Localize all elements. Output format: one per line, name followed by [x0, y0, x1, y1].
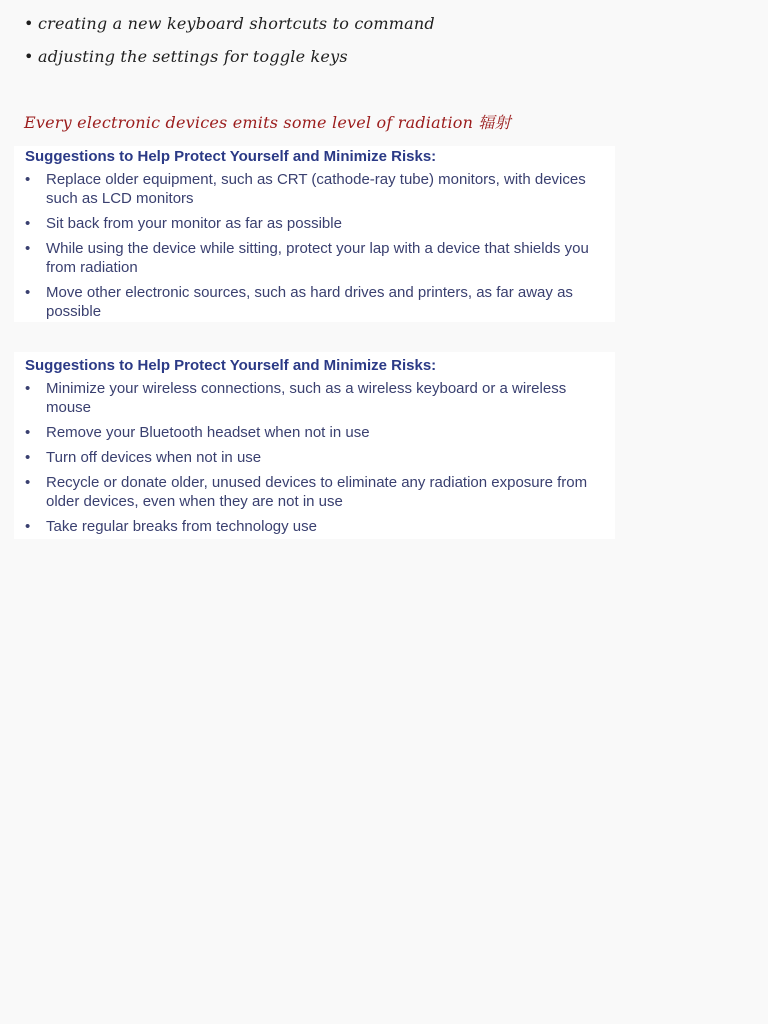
handwritten-text: creating a new keyboard shortcuts to command [38, 14, 435, 33]
bullet: • [25, 380, 31, 397]
list-item [25, 517, 615, 536]
bullet: • [25, 215, 31, 232]
bullet: • [24, 14, 34, 33]
suggestions-list [25, 379, 615, 536]
list-item-text: Take regular breaks from technology use [46, 518, 317, 535]
list-item-text: Remove your Bluetooth headset when not in use [46, 424, 370, 441]
bullet: • [25, 449, 31, 466]
suggestions-panel-1 [14, 146, 615, 322]
handwritten-list-item [24, 16, 435, 32]
list-item [25, 283, 615, 321]
panel-title: Suggestions to Help Protect Yourself and Minimize Risks: [25, 357, 437, 374]
bullet: • [25, 474, 31, 491]
list-item-text: Turn off devices when not in use [46, 449, 262, 466]
list-item [25, 239, 615, 277]
list-item [25, 379, 615, 417]
handwritten-text: adjusting the settings for toggle keys [38, 47, 348, 66]
list-item-text: Minimize your wireless connections, such as a wireless keyboard or a wireless mouse [46, 380, 567, 416]
list-item-text: While using the device while sitting, protect your lap with a device that shields you from radiation [46, 240, 589, 276]
suggestions-panel-2 [14, 352, 615, 539]
panel-title: Suggestions to Help Protect Yourself and Minimize Risks: [25, 148, 437, 165]
list-item-text: Recycle or donate older, unused devices to eliminate any radiation exposure from older devices, even when they are not in use [46, 474, 588, 510]
handwritten-list-item [24, 49, 348, 65]
suggestions-list [25, 170, 615, 321]
list-item [25, 214, 615, 233]
bullet: • [25, 424, 31, 441]
list-item [25, 473, 615, 511]
list-item-text: Sit back from your monitor as far as possible [46, 215, 342, 232]
bullet: • [25, 284, 31, 301]
bullet: • [25, 171, 31, 188]
list-item [25, 170, 615, 208]
list-item [25, 423, 615, 442]
bullet: • [25, 518, 31, 535]
handwritten-red-note: Every electronic devices emits some level of radiation 辐射 [24, 113, 511, 132]
list-item-text: Replace older equipment, such as CRT (cathode-ray tube) monitors, with devices such as LCD monitors [46, 171, 586, 207]
list-item-text: Move other electronic sources, such as hard drives and printers, as far away as possible [46, 284, 573, 320]
list-item [25, 448, 615, 467]
bullet: • [24, 47, 34, 66]
bullet: • [25, 240, 31, 257]
